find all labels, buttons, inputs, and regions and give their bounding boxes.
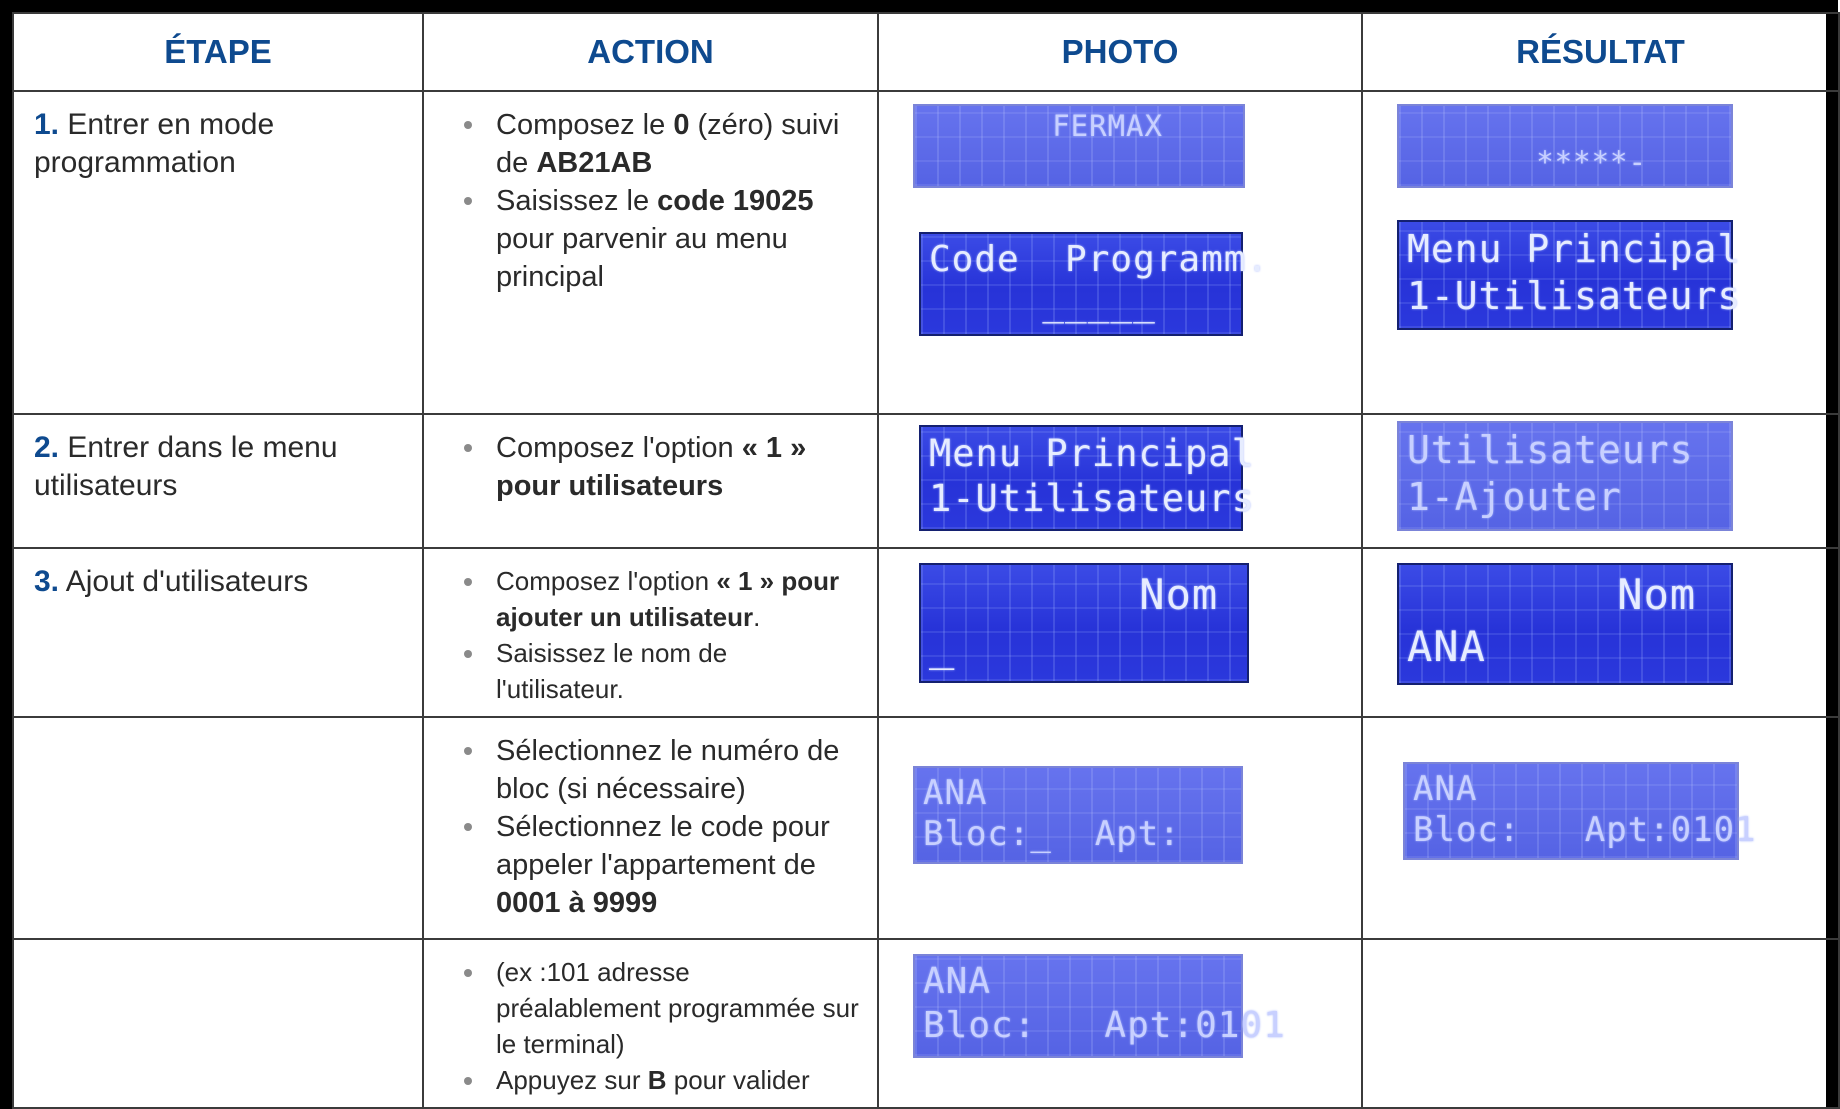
action-text: pour valider [666,1064,810,1095]
photo-lcd [913,766,1243,864]
step-number: 1. [34,108,60,141]
table-row [13,414,1839,547]
step-text: Entrer en mode programmation [34,108,275,179]
action-emphasis: « 1 » pour ajouter un utilisateur [496,565,840,632]
header-etape: ÉTAPE [13,13,423,91]
action-list [424,92,877,296]
step-cell [14,415,422,505]
photo-lcd [919,563,1249,683]
action-item [464,429,861,505]
procedure-table [12,12,1840,1109]
result-lcd [1397,421,1733,531]
lcd-line: *****- [1407,145,1647,179]
lcd-line: Nom [929,569,1219,619]
header-action: ACTION [423,13,878,91]
lcd-line: 1-Utilisateurs [929,477,1255,521]
action-emphasis: AB21AB [536,147,653,179]
action-list [424,940,877,1098]
lcd-line: ANA [923,960,992,1002]
empty-result [1363,940,1838,1107]
lcd-line: Bloc:_ Apt: [923,813,1181,854]
header-row [13,13,1839,91]
lcd-line: 1-Utilisateurs [1407,274,1742,318]
action-text: (ex :101 adresse préalablement programmée sur le terminal) [496,956,859,1059]
action-item [464,182,861,296]
action-item [464,732,861,808]
result-lcd [1397,220,1742,330]
table-row [13,91,1839,414]
photo-lcd [919,425,1255,531]
lcd-line: FERMAX [923,109,1163,143]
action-text: Composez l'option [496,432,742,465]
photo-lcd [913,954,1286,1058]
lcd-line: Menu Principal [929,432,1255,476]
action-item [464,635,861,707]
step-cell [14,940,422,954]
result-lcd [1403,762,1757,860]
lcd-line: Menu Principal [1407,227,1742,271]
table-row [13,548,1839,717]
lcd-line: ANA [923,772,988,813]
action-text: Sélectionnez le numéro de bloc (si nécessaire) [496,734,840,805]
lcd-line: Bloc: Apt:0101 [923,1004,1286,1046]
step-cell [14,549,422,601]
action-emphasis: B [647,1064,667,1095]
lcd-line: 1-Ajouter [1407,475,1622,520]
action-item [464,1062,861,1098]
lcd-line: Code Programm. [929,239,1270,280]
lcd-line: Utilisateurs [1407,428,1694,473]
lcd-line: ANA [1407,621,1486,671]
step-cell [14,718,422,732]
action-item [464,563,861,635]
action-item [464,954,861,1062]
result-lcd [1397,563,1733,685]
photo-lcd [919,232,1270,336]
action-item [464,808,861,922]
lcd-line: Bloc: Apt:0101 [1413,809,1757,850]
lcd-line: _ [929,620,956,670]
action-text: Composez le [496,109,674,141]
step-number: 2. [34,431,60,465]
action-text: Composez l'option [496,565,717,596]
action-text: . [753,601,761,632]
step-text: Ajout d'utilisateurs [59,564,309,598]
action-emphasis: « 1 » pour utilisateurs [496,432,807,503]
step-cell [14,92,422,182]
action-text: Saisissez le nom de l'utilisateur. [496,637,728,704]
action-list [424,549,877,707]
action-list [424,415,877,505]
action-text: (zéro) suivi de [496,109,840,179]
step-number: 3. [34,564,60,598]
photo-lcd [913,104,1245,188]
lcd-line: Nom [1407,569,1697,619]
lcd-line: _____ [929,283,1156,324]
step-text: Entrer dans le menu utilisateurs [34,431,338,503]
action-text: Saisissez le [496,185,658,217]
action-text: Sélectionnez le code pour appeler l'appartement de [496,810,830,881]
lcd-line: ANA [1413,768,1478,809]
header-resultat: RÉSULTAT [1362,13,1839,91]
table-row [13,717,1839,939]
action-emphasis: code 19025 [657,185,814,217]
action-list [424,718,877,922]
action-text: pour parvenir au menu principal [496,223,788,293]
result-lcd [1397,104,1733,188]
header-photo: PHOTO [878,13,1362,91]
action-emphasis: 0 [673,109,690,141]
action-text: Appuyez sur [496,1064,648,1095]
action-emphasis: 0001 à 9999 [496,886,658,919]
action-item [464,106,861,182]
table-row [13,939,1839,1108]
